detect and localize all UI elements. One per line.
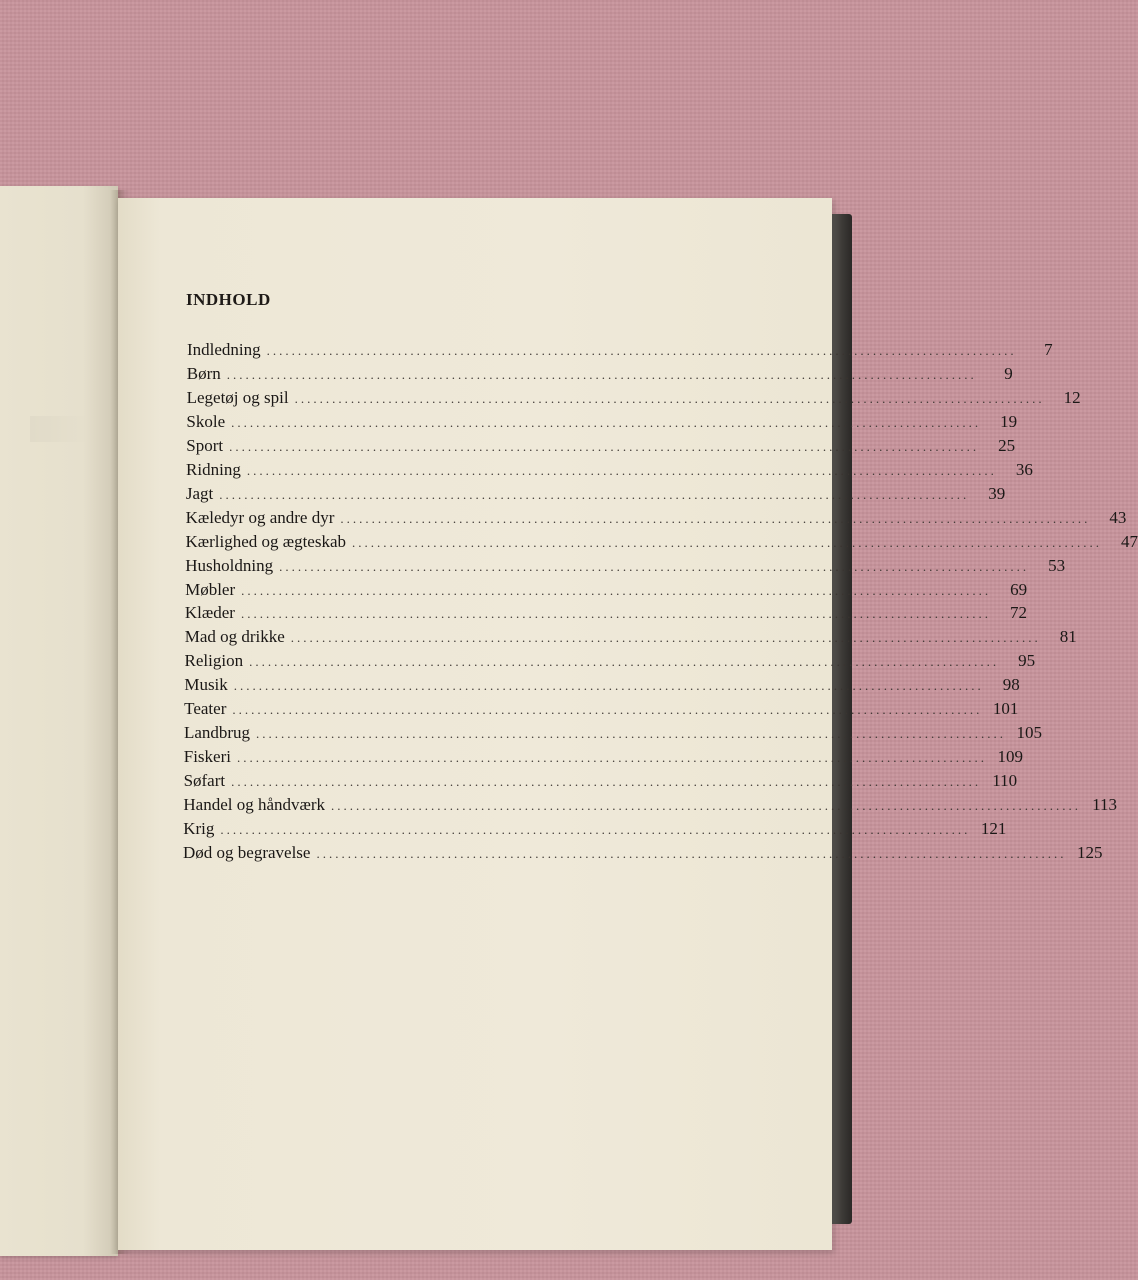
toc-entry-label: Teater <box>184 699 227 719</box>
toc-entry <box>186 459 1033 482</box>
toc-entry-label: Mad og drikke <box>184 627 285 647</box>
toc-entry <box>183 747 1023 769</box>
toc-entry-label: Krig <box>183 819 215 839</box>
toc-entry-page: 121 <box>980 819 1007 839</box>
toc-entry-label: Handel og håndværk <box>183 795 326 815</box>
toc-entry-page: 72 <box>1009 603 1027 623</box>
toc-leader-dots: ........................................................................................................................ <box>352 534 1103 550</box>
toc-entry-page: 113 <box>1092 795 1118 815</box>
toc-entry-page: 81 <box>1059 627 1077 647</box>
toc-entry-page: 39 <box>988 483 1006 503</box>
toc-entry-label: Klæder <box>184 603 235 623</box>
toc-leader-dots: ........................................................................................................................ <box>240 606 991 622</box>
toc-entry-page: 9 <box>1004 363 1013 383</box>
toc-entry <box>186 387 1081 410</box>
toc-entry-label: Søfart <box>183 771 226 791</box>
toc-entry-page: 69 <box>1010 579 1028 599</box>
toc-entry-label: Børn <box>186 363 221 383</box>
toc-leader-dots: ........................................................................................................................ <box>233 678 984 694</box>
toc-entry-label: Indledning <box>187 340 261 359</box>
toc-entry-page: 12 <box>1063 387 1081 407</box>
toc-entry <box>185 507 1127 530</box>
toc-leader-dots: ........................................................................................................................ <box>316 846 1067 861</box>
toc-entry-label: Skole <box>186 411 226 431</box>
toc-entry <box>183 843 1103 865</box>
toc-leader-dots: ........................................................................................................................ <box>340 510 1091 526</box>
toc-leader-dots: ........................................................................................................................ <box>229 438 980 454</box>
toc-leader-dots: ........................................................................................................................ <box>294 390 1045 406</box>
toc-entry-page: 36 <box>1015 459 1033 479</box>
toc-entry-page: 105 <box>1016 723 1043 743</box>
toc-entry-page: 7 <box>1044 340 1053 359</box>
toc-leader-dots: ........................................................................................................................ <box>231 414 982 430</box>
toc-entry <box>186 363 1013 386</box>
toc-leader-dots: ........................................................................................................................ <box>241 582 992 598</box>
toc-entry-label: Sport <box>186 435 224 455</box>
toc-entry-label: Jagt <box>185 483 214 503</box>
toc-entry <box>185 483 1006 506</box>
toc-entry <box>184 699 1019 721</box>
toc-leader-dots: ........................................................................................................................ <box>249 654 1000 670</box>
toc-entry-label: Møbler <box>185 579 236 599</box>
toc-entry-label: Fiskeri <box>183 747 231 767</box>
toc-leader-dots: ........................................................................................................................ <box>266 343 1017 358</box>
toc-entry <box>185 579 1028 602</box>
toc-entry <box>184 651 1036 673</box>
toc-entry-label: Religion <box>184 651 244 671</box>
toc-entry-page: 47 <box>1121 531 1138 551</box>
toc-leader-dots: ........................................................................................................................ <box>236 750 987 766</box>
left-page <box>0 186 118 1256</box>
toc-entry <box>183 723 1043 745</box>
toc-heading: INDHOLD <box>186 290 271 309</box>
toc-entry <box>186 435 1016 458</box>
toc-entry-page: 110 <box>992 771 1018 791</box>
toc-entry <box>184 627 1077 649</box>
toc-entry-page: 109 <box>997 747 1023 767</box>
toc-leader-dots: ........................................................................................................................ <box>226 366 977 382</box>
toc-leader-dots: ........................................................................................................................ <box>331 798 1082 814</box>
toc-entry <box>183 795 1118 817</box>
toc-entry <box>187 340 1053 362</box>
toc-leader-dots: ........................................................................................................................ <box>290 630 1041 646</box>
toc-entry <box>183 771 1018 793</box>
toc-entry <box>184 603 1027 625</box>
left-page-ghost-text <box>30 416 90 442</box>
toc-entry-label: Husholdning <box>185 555 274 575</box>
toc-entry <box>183 819 1007 841</box>
toc-entry-label: Ridning <box>186 459 241 479</box>
toc-entry-page: 101 <box>992 699 1019 719</box>
toc-leader-dots: ........................................................................................................................ <box>220 822 971 838</box>
toc-entry-label: Musik <box>184 675 228 695</box>
toc-leader-dots: ........................................................................................................................ <box>279 558 1030 574</box>
toc-entry-page: 25 <box>998 435 1016 455</box>
toc-entry-label: Kærlighed og ægteskab <box>185 531 347 551</box>
toc-entry-page: 19 <box>1000 411 1018 431</box>
toc-list <box>118 198 1138 898</box>
toc-leader-dots: ........................................................................................................................ <box>231 774 982 790</box>
toc-entry-page: 95 <box>1018 651 1036 671</box>
right-page <box>118 198 1138 1250</box>
toc-entry-label: Legetøj og spil <box>186 387 289 407</box>
toc-leader-dots: ........................................................................................................................ <box>232 702 983 718</box>
toc-leader-dots: ........................................................................................................................ <box>256 726 1007 742</box>
toc-entry-label: Død og begravelse <box>183 843 311 862</box>
toc-entry-page: 53 <box>1048 555 1066 575</box>
toc-entry-page: 98 <box>1002 675 1020 695</box>
toc-entry-page: 125 <box>1076 843 1103 862</box>
toc-leader-dots: ........................................................................................................................ <box>246 462 997 478</box>
toc-entry <box>184 675 1020 697</box>
toc-entry-label: Landbrug <box>183 723 251 743</box>
toc-entry-label: Kæledyr og andre dyr <box>185 507 335 527</box>
toc-entry <box>185 555 1066 578</box>
toc-entry-page: 43 <box>1109 507 1127 527</box>
toc-leader-dots: ........................................................................................................................ <box>219 486 970 502</box>
toc-entry <box>185 531 1138 554</box>
toc-entry <box>186 411 1018 434</box>
